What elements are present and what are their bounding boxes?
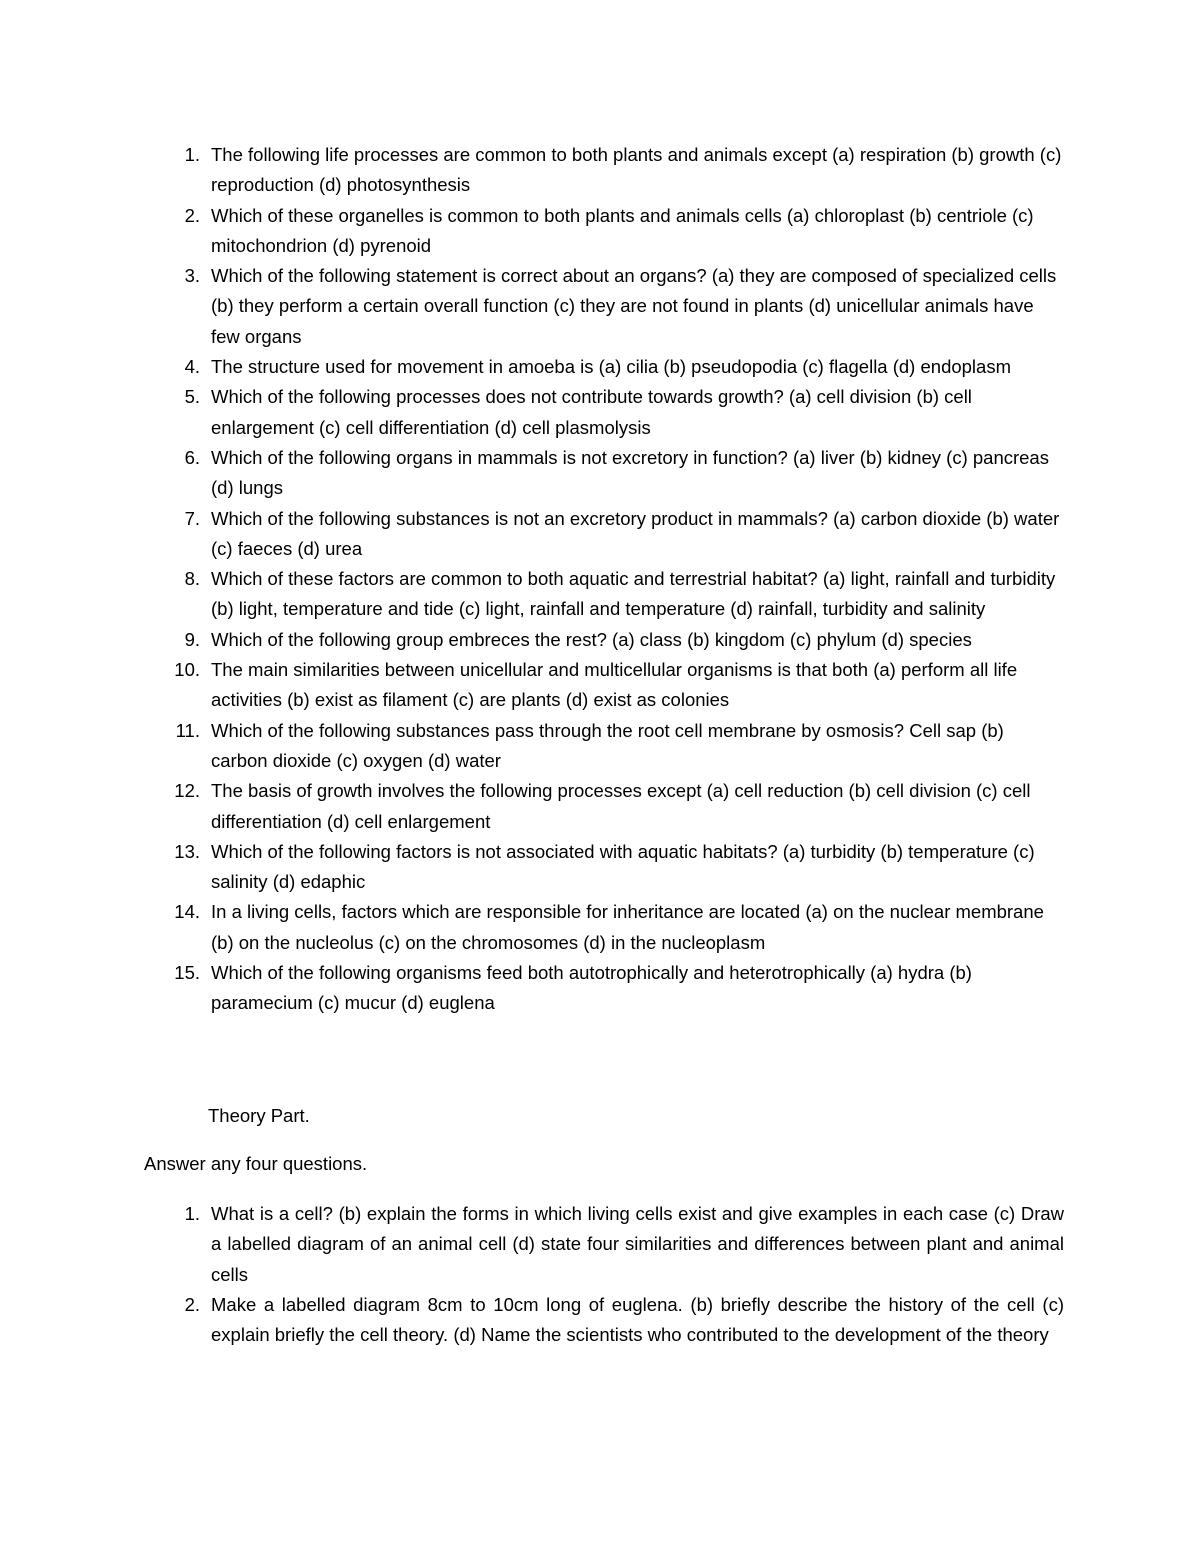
theory-question	[144, 1199, 1064, 1290]
question-number: 6.	[184, 446, 200, 468]
objective-question	[144, 776, 1064, 837]
question-number: 1.	[184, 144, 200, 165]
objective-question	[144, 140, 1064, 201]
objective-question	[144, 382, 1064, 443]
question-text: Which of the following substances is not an excretory product in mammals? (a) carbon dioxide (b) water (c) faeces (d) urea	[211, 507, 1060, 559]
question-text: Which of the following factors is not associated with aquatic habitats? (a) turbidity (b) temperature (c) salinity (d) edaphic	[211, 840, 1035, 893]
objective-question	[144, 352, 1064, 382]
theory-section-title: Theory Part.	[208, 1105, 310, 1126]
question-number: 2.	[184, 204, 200, 226]
question-number: 10.	[174, 659, 200, 681]
question-number: 14.	[174, 901, 200, 923]
question-number: 2.	[184, 1293, 200, 1315]
question-number: 15.	[174, 962, 200, 984]
question-text: Which of the following statement is correct about an organs? (a) they are composed of specialized cells (b) they perform a certain overall function (c) they are not found in plants (d) unicellular animals have few organs	[211, 265, 1057, 347]
question-text: Which of the following substances pass through the root cell membrane by osmosis? Cell sap (b) carbon dioxide (c) oxygen (d) water	[211, 719, 1004, 771]
question-text: Which of the following organisms feed both autotrophically and heterotrophically (a) hydra (b) paramecium (c) mucur (d) euglena	[211, 962, 972, 1014]
question-text: Which of these organelles is common to both plants and animals cells (a) chloroplast (b) centriole (c) mitochondrion (d) pyrenoid	[211, 204, 1034, 256]
theory-question	[144, 1290, 1064, 1351]
question-number: 8.	[184, 568, 200, 590]
question-text: Which of the following organs in mammals is not excretory in function? (a) liver (b) kidney (c) pancreas (d) lungs	[211, 446, 1049, 499]
question-number: 7.	[184, 507, 200, 529]
objective-question	[144, 504, 1064, 565]
objective-question	[144, 655, 1064, 716]
objective-question	[144, 716, 1064, 777]
question-number: 11.	[175, 719, 200, 741]
theory-question-list	[144, 1199, 1064, 1350]
question-number: 12.	[174, 780, 200, 802]
objective-question-list	[144, 140, 1064, 1019]
objective-question	[144, 837, 1064, 898]
question-text: The following life processes are common to both plants and animals except (a) respiration (b) growth (c) reproduction (d) photosynthesis	[211, 144, 1062, 196]
objective-question	[144, 625, 1064, 655]
question-text: The basis of growth involves the following processes except (a) cell reduction (b) cell division (c) cell differentiation (d) cell enlargement	[211, 780, 1031, 832]
question-text: What is a cell? (b) explain the forms in which living cells exist and give examples in each case (c) Draw a labelled diagram of an animal cell (d) state four similarities and differences between plant and animal cells	[211, 1203, 1064, 1285]
question-text: The structure used for movement in amoeba is (a) cilia (b) pseudopodia (c) flagella (d) endoplasm	[211, 356, 1011, 378]
objective-question	[144, 201, 1064, 262]
question-text: Make a labelled diagram 8cm to 10cm long of euglena. (b) briefly describe the history of the cell (c) explain briefly the cell theory. (d) Name the scientists who contributed to the development of the theory	[211, 1293, 1064, 1346]
theory-instruction: Answer any four questions.	[144, 1153, 368, 1174]
question-number: 13.	[174, 840, 200, 862]
question-text: Which of these factors are common to both aquatic and terrestrial habitat? (a) light, rainfall and turbidity (b) light, temperature and tide (c) light, rainfall and temperature (d) rainfall, turbidity and salinity	[211, 568, 1056, 620]
question-number: 4.	[184, 356, 200, 378]
question-text: The main similarities between unicellular and multicellular organisms is that both (a) perform all life activities (b) exist as filament (c) are plants (d) exist as colonies	[211, 659, 1018, 711]
objective-question	[144, 958, 1064, 1019]
question-number: 5.	[184, 386, 200, 408]
question-number: 1.	[184, 1203, 200, 1224]
objective-question	[144, 564, 1064, 625]
objective-question	[144, 443, 1064, 504]
question-text: Which of the following group embreces the rest? (a) class (b) kingdom (c) phylum (d) species	[211, 628, 972, 650]
objective-question	[144, 261, 1064, 352]
question-text: Which of the following processes does not contribute towards growth? (a) cell division (b) cell enlargement (c) cell differentiation (d) cell plasmolysis	[211, 386, 972, 438]
question-text: In a living cells, factors which are responsible for inheritance are located (a) on the nuclear membrane (b) on the nucleolus (c) on the chromosomes (d) in the nucleoplasm	[211, 901, 1044, 953]
question-number: 9.	[184, 628, 200, 650]
objective-question	[144, 897, 1064, 958]
question-number: 3.	[184, 265, 200, 287]
